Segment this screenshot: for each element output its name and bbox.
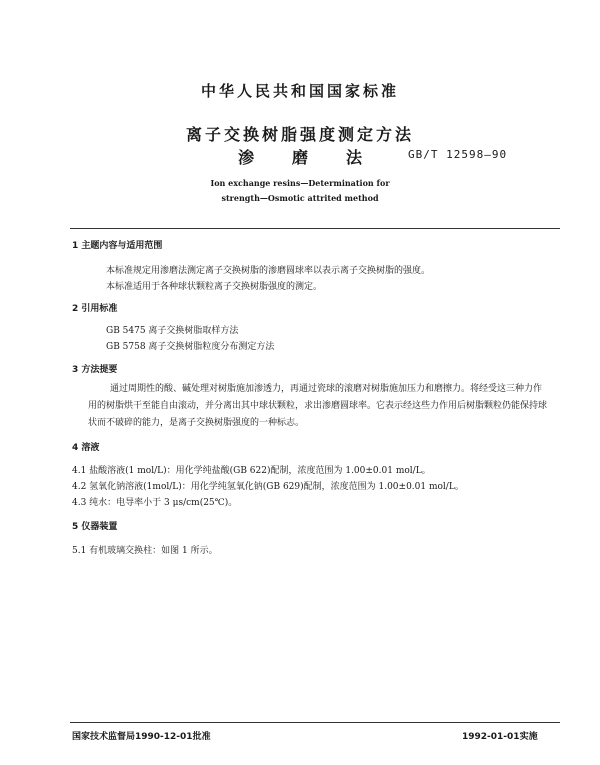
apparatus-item: 5.1 有机玻璃交换柱：如图 1 所示。 bbox=[72, 546, 218, 556]
english-title-line1: Ion exchange resins—Determination for bbox=[210, 178, 390, 188]
section-heading: 2 引用标准 bbox=[72, 304, 118, 314]
document-subtitle: 渗磨法 bbox=[237, 148, 400, 167]
solution-item: 4.2 氢氧化钠溶液(1mol/L)：用化学纯氢氧化钠(GB 629)配制，浓度范围为 1.00±0.01 mol/L。 bbox=[72, 482, 464, 492]
section-text: 本标准适用于各种球状颗粒离子交换树脂强度的测定。 bbox=[106, 282, 323, 292]
document-title: 离子交换树脂强度测定方法 bbox=[185, 125, 414, 144]
standard-number: GB/T 12598—90 bbox=[408, 148, 508, 161]
top-rule bbox=[70, 228, 560, 229]
reference-item: GB 5758 离子交换树脂粒度分布测定方法 bbox=[106, 342, 275, 352]
standard-header: 中华人民共和国国家标准 bbox=[200, 82, 399, 100]
section-text: 本标准规定用渗磨法测定离子交换树脂的渗磨圆球率以表示离子交换树脂的强度。 bbox=[106, 266, 431, 276]
section-heading: 3 方法提要 bbox=[72, 365, 118, 375]
reference-item: GB 5475 离子交换树脂取样方法 bbox=[106, 326, 239, 336]
english-title-line2: strength—Osmotic attrited method bbox=[221, 193, 379, 203]
solution-item: 4.3 纯水：电导率小于 3 μs/cm(25℃)。 bbox=[72, 498, 238, 508]
approval-date: 国家技术监督局1990-12-01批准 bbox=[72, 732, 211, 742]
section-heading: 5 仪器装置 bbox=[72, 522, 118, 532]
solution-item: 4.1 盐酸溶液(1 mol/L)：用化学纯盐酸(GB 622)配制，浓度范围为 1.00±0.01 mol/L。 bbox=[72, 466, 431, 476]
bottom-rule bbox=[70, 722, 560, 723]
section-heading: 1 主题内容与适用范围 bbox=[72, 241, 163, 251]
implementation-date: 1992-01-01实施 bbox=[462, 732, 538, 742]
method-paragraph: 通过周期性的酸、碱处理对树脂施加渗透力，再通过瓷球的滚磨对树脂施加压力和磨擦力。将经受这三种力作用的树脂烘干至能自由滚动，并分离出其中球状颗粒，求出渗磨圆球率。它表示经这些力作用后树脂颗粒仍能保持球状而不破碎的能力，是离子交换树脂强度的一种标志。 bbox=[88, 384, 548, 428]
section-heading: 4 溶液 bbox=[72, 443, 100, 453]
